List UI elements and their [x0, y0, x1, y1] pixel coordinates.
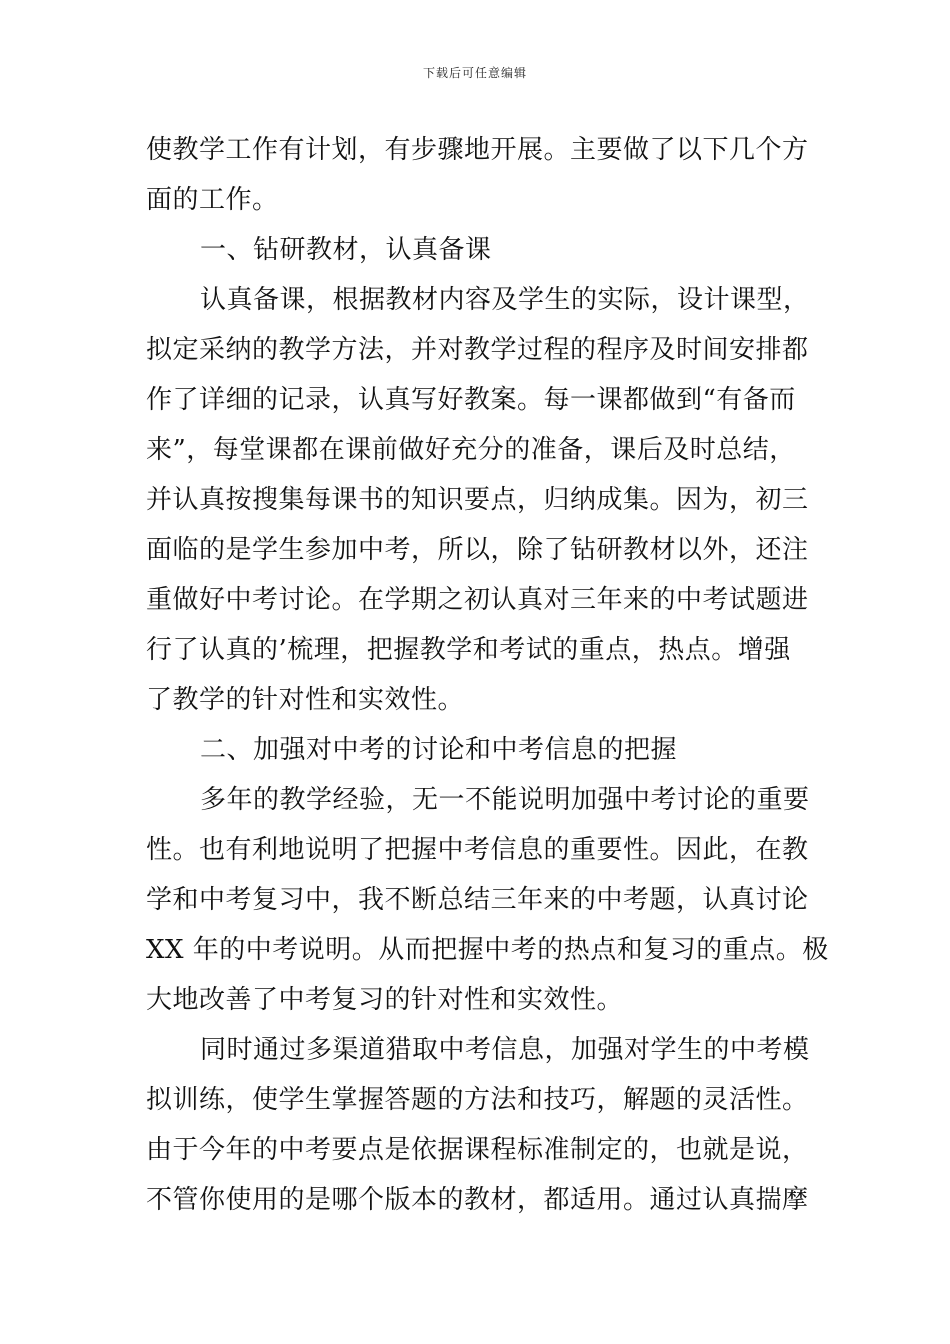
page-header: 下载后可任意编辑 [422, 66, 527, 80]
body-line: 面临的是学生参加中考，所以，除了钻研教材以外，还注 [146, 535, 809, 565]
body-line: 行了认真的’梳理，把握教学和考试的重点，热点。增强 [146, 635, 791, 665]
body-line: 多年的教学经验，无一不能说明加强中考讨论的重要 [200, 785, 810, 815]
document-body [146, 125, 829, 1225]
section-heading: 二、加强对中考的讨论和中考信息的把握 [200, 735, 678, 765]
body-line: 学和中考复习中，我不断总结三年来的中考题，认真讨论 [146, 885, 809, 915]
body-line: 来”，每堂课都在课前做好充分的准备，课后及时总结， [146, 435, 796, 465]
body-line: 使教学工作有计划，有步骤地开展。主要做了以下几个方 [146, 135, 809, 165]
body-line: 大地改善了中考复习的针对性和实效性。 [146, 985, 624, 1015]
body-line: 拟定采纳的教学方法，并对教学过程的程序及时间安排都 [146, 335, 809, 365]
body-line: 拟训练，使学生掌握答题的方法和技巧，解题的灵活性。 [146, 1085, 809, 1115]
body-line: XX 年的中考说明。从而把握中考的热点和复习的重点。极 [146, 935, 829, 965]
body-line: 作了详细的记录，认真写好教案。每一课都做到“有备而 [146, 385, 796, 415]
section-heading: 一、钻研教材，认真备课 [200, 235, 492, 265]
body-line: 重做好中考讨论。在学期之初认真对三年来的中考试题进 [146, 585, 809, 615]
body-line: 由于今年的中考要点是依据课程标准制定的，也就是说， [146, 1135, 809, 1165]
body-line: 了教学的针对性和实效性。 [146, 685, 465, 715]
body-line: 同时通过多渠道猎取中考信息，加强对学生的中考模 [200, 1035, 810, 1065]
body-line: 性。也有利地说明了把握中考信息的重要性。因此，在教 [146, 835, 809, 865]
body-line: 认真备课，根据教材内容及学生的实际，设计课型， [200, 285, 810, 315]
body-line: 不管你使用的是哪个版本的教材，都适用。通过认真揣摩 [146, 1185, 809, 1215]
body-line: 并认真按搜集每课书的知识要点，归纳成集。因为，初三 [146, 485, 809, 515]
body-line: 面的工作。 [146, 185, 279, 215]
